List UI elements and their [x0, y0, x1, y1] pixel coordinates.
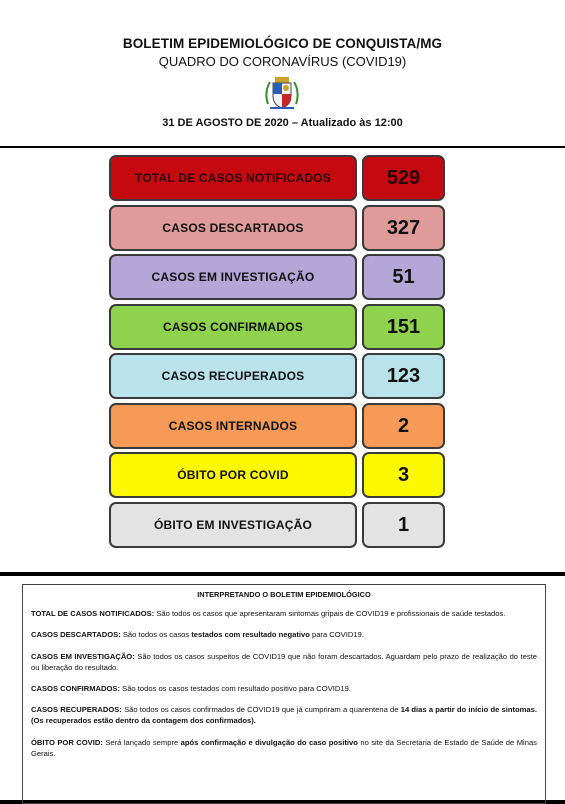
definition-text: São todos os casos que apresentaram sintomas gripais de COVID19 e profissionais de saúde testados.	[156, 609, 506, 619]
definition-text: São todos os casos	[122, 630, 190, 640]
cases-panel	[0, 148, 565, 572]
definition-term: ÓBITO POR COVID:	[31, 737, 103, 747]
row-confirmados	[109, 304, 445, 350]
definition-term: TOTAL DE CASOS NOTIFICADOS:	[31, 609, 155, 619]
definition-term: CASOS EM INVESTIGAÇÃO:	[31, 651, 135, 661]
row-internados	[109, 403, 445, 449]
definition-text: São todos os casos testados com resultado positivo para COVID19.	[122, 684, 351, 694]
definition-recuperados	[31, 704, 537, 726]
definition-text: São todos os casos suspeitos de COVID19 que não foram descartados. Aguardam pelo prazo de realização do teste ou liberação do resultado.	[31, 651, 537, 672]
definition-term: CASOS DESCARTADOS:	[31, 630, 121, 640]
definition-confirmados	[31, 683, 537, 694]
row-obito-covid	[109, 452, 445, 498]
row-descartados	[109, 205, 445, 251]
case-label: CASOS CONFIRMADOS	[109, 304, 357, 350]
row-total-notificados	[109, 155, 445, 201]
row-recuperados	[109, 353, 445, 399]
case-value: 123	[362, 353, 445, 399]
bulletin-header	[0, 0, 565, 146]
case-label: CASOS DESCARTADOS	[109, 205, 357, 251]
definition-text: Será lançado sempre	[105, 737, 179, 747]
case-label: ÓBITO POR COVID	[109, 452, 357, 498]
case-label: CASOS EM INVESTIGAÇÃO	[109, 254, 357, 300]
case-value: 1	[362, 502, 445, 548]
definition-emphasis: testados com resultado negativo	[191, 630, 310, 640]
case-value: 3	[362, 452, 445, 498]
interpretation-box	[22, 584, 546, 804]
bulletin-title: BOLETIM EPIDEMIOLÓGICO DE CONQUISTA/MG	[122, 36, 443, 51]
definition-emphasis: 14 dias a partir do início de sintomas. (Os recuperados estão dentro da contagem dos confirmados).	[31, 705, 537, 726]
definition-investigacao	[31, 651, 537, 673]
interpretation-title: INTERPRETANDO O BOLETIM EPIDEMIOLÓGICO	[197, 590, 371, 599]
city-coat-of-arms-icon	[262, 74, 302, 112]
definition-descartados	[31, 629, 537, 640]
interpretation-section	[0, 576, 565, 800]
case-value: 327	[362, 205, 445, 251]
update-date: 31 DE AGOSTO DE 2020 – Atualizado às 12:00	[162, 117, 403, 129]
row-obito-investigacao	[109, 502, 445, 548]
definition-text: no site da Secretaria de Estado de Saúde de Minas Gerais.	[31, 737, 537, 758]
case-label: ÓBITO EM INVESTIGAÇÃO	[109, 502, 357, 548]
case-value: 151	[362, 304, 445, 350]
case-value: 2	[362, 403, 445, 449]
case-label: CASOS RECUPERADOS	[109, 353, 357, 399]
bulletin-subtitle: QUADRO DO CORONAVÍRUS (COVID19)	[158, 54, 407, 69]
definition-notificados	[31, 608, 537, 619]
definition-term: CASOS RECUPERADOS:	[31, 705, 122, 715]
row-investigacao	[109, 254, 445, 300]
definition-emphasis: após confirmação e divulgação do caso positivo	[180, 737, 358, 747]
case-label: TOTAL DE CASOS NOTIFICADOS	[109, 155, 357, 201]
definition-text: para COVID19.	[311, 630, 364, 640]
case-value: 51	[362, 254, 445, 300]
case-label: CASOS INTERNADOS	[109, 403, 357, 449]
definition-text: São todos os casos confirmados de COVID19 que já cumpriram a quarentena de	[124, 705, 399, 715]
definition-term: CASOS CONFIRMADOS:	[31, 684, 121, 694]
case-value: 529	[362, 155, 445, 201]
definition-obito	[31, 737, 537, 759]
